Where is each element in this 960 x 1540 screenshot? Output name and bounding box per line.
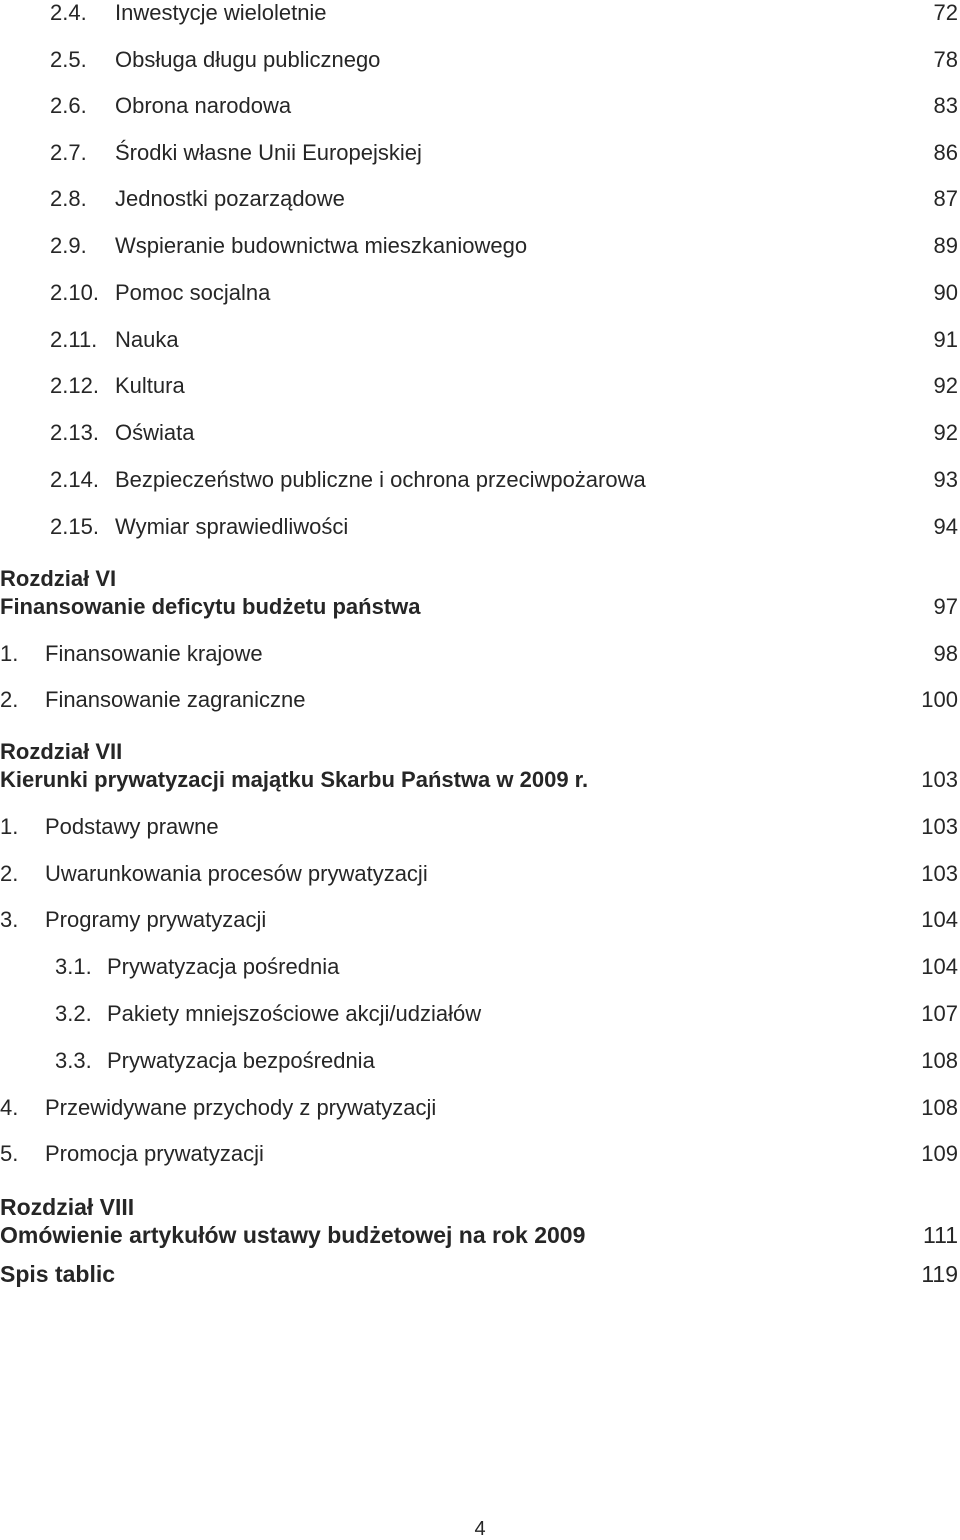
- toc-entry-page: 98: [933, 641, 958, 666]
- toc-entry-title: Bezpieczeństwo publiczne i ochrona przeciwpożarowa: [115, 467, 646, 492]
- toc-entry-title: Podstawy prawne: [45, 814, 219, 839]
- toc-entry-title: Inwestycje wieloletnie: [115, 0, 327, 25]
- toc-entry-number: 3.: [0, 907, 19, 932]
- toc-entry-page: 78: [933, 47, 958, 72]
- toc-entry[interactable]: [0, 954, 958, 984]
- toc-entry-number: 3.3.: [55, 1048, 92, 1073]
- toc-entry-page: 103: [921, 861, 958, 886]
- toc-entry[interactable]: [0, 861, 958, 891]
- toc-entry-number: 3.2.: [55, 1001, 92, 1026]
- toc-entry[interactable]: [0, 514, 958, 544]
- toc-entry-title: Promocja prywatyzacji: [45, 1141, 264, 1166]
- toc-entry[interactable]: [0, 420, 958, 450]
- toc-entry-title: Obsługa długu publicznego: [115, 47, 381, 72]
- toc-entry[interactable]: [0, 1001, 958, 1031]
- toc-entry[interactable]: [0, 0, 958, 30]
- chapter-title: Omówienie artykułów ustawy budżetowej na rok 2009: [0, 1222, 586, 1248]
- toc-entry-title: Jednostki pozarządowe: [115, 186, 345, 211]
- toc-entry[interactable]: [0, 814, 958, 844]
- chapter-page: 111: [923, 1222, 958, 1248]
- toc-entry-number: 2.15.: [50, 514, 99, 539]
- toc-entry-page: 89: [933, 233, 958, 258]
- toc-entry-number: 2.4.: [50, 0, 87, 25]
- list-of-tables-entry[interactable]: [0, 1260, 958, 1288]
- toc-entry-number: 2.8.: [50, 186, 87, 211]
- toc-entry-title: Pakiety mniejszościowe akcji/udziałów: [107, 1001, 482, 1026]
- toc-entry[interactable]: [0, 233, 958, 263]
- toc-entry-title: Finansowanie krajowe: [45, 641, 263, 666]
- toc-entry[interactable]: [0, 467, 958, 497]
- toc-entry-title: Finansowanie zagraniczne: [45, 687, 306, 712]
- toc-entry[interactable]: [0, 907, 958, 937]
- toc-entry[interactable]: [0, 1141, 958, 1171]
- toc-entry-page: 91: [933, 327, 958, 352]
- toc-entry-number: 2.5.: [50, 47, 87, 72]
- toc-entry-page: 83: [933, 93, 958, 118]
- toc-entry-number: 1.: [0, 814, 19, 839]
- toc-entry-title: Kultura: [115, 373, 185, 398]
- toc-entry-title: Programy prywatyzacji: [45, 907, 267, 932]
- toc-entry-number: 2.: [0, 861, 19, 886]
- toc-entry-title: Uwarunkowania procesów prywatyzacji: [45, 861, 428, 886]
- toc-entry-number: 2.7.: [50, 140, 87, 165]
- toc-entry-title: Prywatyzacja pośrednia: [107, 954, 340, 979]
- toc-entry[interactable]: [0, 1048, 958, 1078]
- toc-entry-title: Pomoc socjalna: [115, 280, 271, 305]
- toc-entry-number: 2.6.: [50, 93, 87, 118]
- list-of-tables-title: Spis tablic: [0, 1261, 116, 1287]
- toc-entry-title: Wymiar sprawiedliwości: [115, 514, 349, 539]
- toc-entry[interactable]: [0, 93, 958, 123]
- toc-entry-number: 4.: [0, 1095, 19, 1120]
- chapter-page: 103: [921, 767, 958, 792]
- list-of-tables-page: 119: [921, 1261, 958, 1287]
- toc-entry-number: 2.11.: [50, 327, 98, 352]
- chapter-title: Kierunki prywatyzacji majątku Skarbu Państwa w 2009 r.: [0, 767, 589, 792]
- toc-entry-page: 107: [921, 1001, 958, 1026]
- toc-entry-page: 104: [921, 907, 958, 932]
- toc-entry[interactable]: [0, 1095, 958, 1125]
- toc-entry-number: 2.13.: [50, 420, 99, 445]
- toc-entry[interactable]: [0, 186, 958, 216]
- toc-entry-page: 108: [921, 1095, 958, 1120]
- chapter-title: Finansowanie deficytu budżetu państwa: [0, 594, 421, 619]
- toc-entry-title: Obrona narodowa: [115, 93, 292, 118]
- toc-entry-number: 2.: [0, 687, 19, 712]
- toc-entry-number: 2.14.: [50, 467, 99, 492]
- chapter-label: Rozdział VII: [0, 739, 123, 764]
- toc-entry[interactable]: [0, 373, 958, 403]
- toc-entry-title: Wspieranie budownictwa mieszkaniowego: [115, 233, 528, 258]
- toc-entry-title: Środki własne Unii Europejskiej: [115, 140, 422, 165]
- toc-entry[interactable]: [0, 47, 958, 77]
- toc-entry-page: 86: [933, 140, 958, 165]
- toc-entry-title: Prywatyzacja bezpośrednia: [107, 1048, 375, 1073]
- toc-entry-page: 109: [921, 1141, 958, 1166]
- chapter-heading-7[interactable]: [0, 738, 958, 794]
- toc-entry-number: 1.: [0, 641, 19, 666]
- toc-entry-page: 90: [933, 280, 958, 305]
- toc-entry-title: Przewidywane przychody z prywatyzacji: [45, 1095, 437, 1120]
- toc-entry-page: 104: [921, 954, 958, 979]
- toc-entry-page: 94: [933, 514, 958, 539]
- toc-entry[interactable]: [0, 641, 958, 671]
- chapter-label: Rozdział VI: [0, 566, 117, 591]
- chapter-heading-6[interactable]: [0, 565, 958, 621]
- toc-entry-title: Nauka: [115, 327, 179, 352]
- toc-entry-number: 2.10.: [50, 280, 99, 305]
- toc-entry-number: 2.12.: [50, 373, 99, 398]
- toc-entry[interactable]: [0, 280, 958, 310]
- toc-entry-page: 72: [933, 0, 958, 25]
- toc-entry-page: 103: [921, 814, 958, 839]
- toc-entry-page: 92: [933, 420, 958, 445]
- toc-entry-page: 87: [933, 186, 958, 211]
- toc-entry-page: 92: [933, 373, 958, 398]
- toc-entry-page: 93: [933, 467, 958, 492]
- toc-entry[interactable]: [0, 140, 958, 170]
- toc-entry[interactable]: [0, 687, 958, 717]
- toc-entry-title: Oświata: [115, 420, 195, 445]
- toc-entry[interactable]: [0, 327, 958, 357]
- chapter-heading-8[interactable]: [0, 1193, 958, 1249]
- toc-entry-number: 3.1.: [55, 954, 92, 979]
- chapter-page: 97: [933, 594, 958, 619]
- toc-entry-number: 5.: [0, 1141, 19, 1166]
- toc-entry-number: 2.9.: [50, 233, 87, 258]
- page-number: 4: [474, 1518, 486, 1540]
- toc-entry-page: 100: [921, 687, 958, 712]
- chapter-label: Rozdział VIII: [0, 1194, 135, 1220]
- toc-entry-page: 108: [921, 1048, 958, 1073]
